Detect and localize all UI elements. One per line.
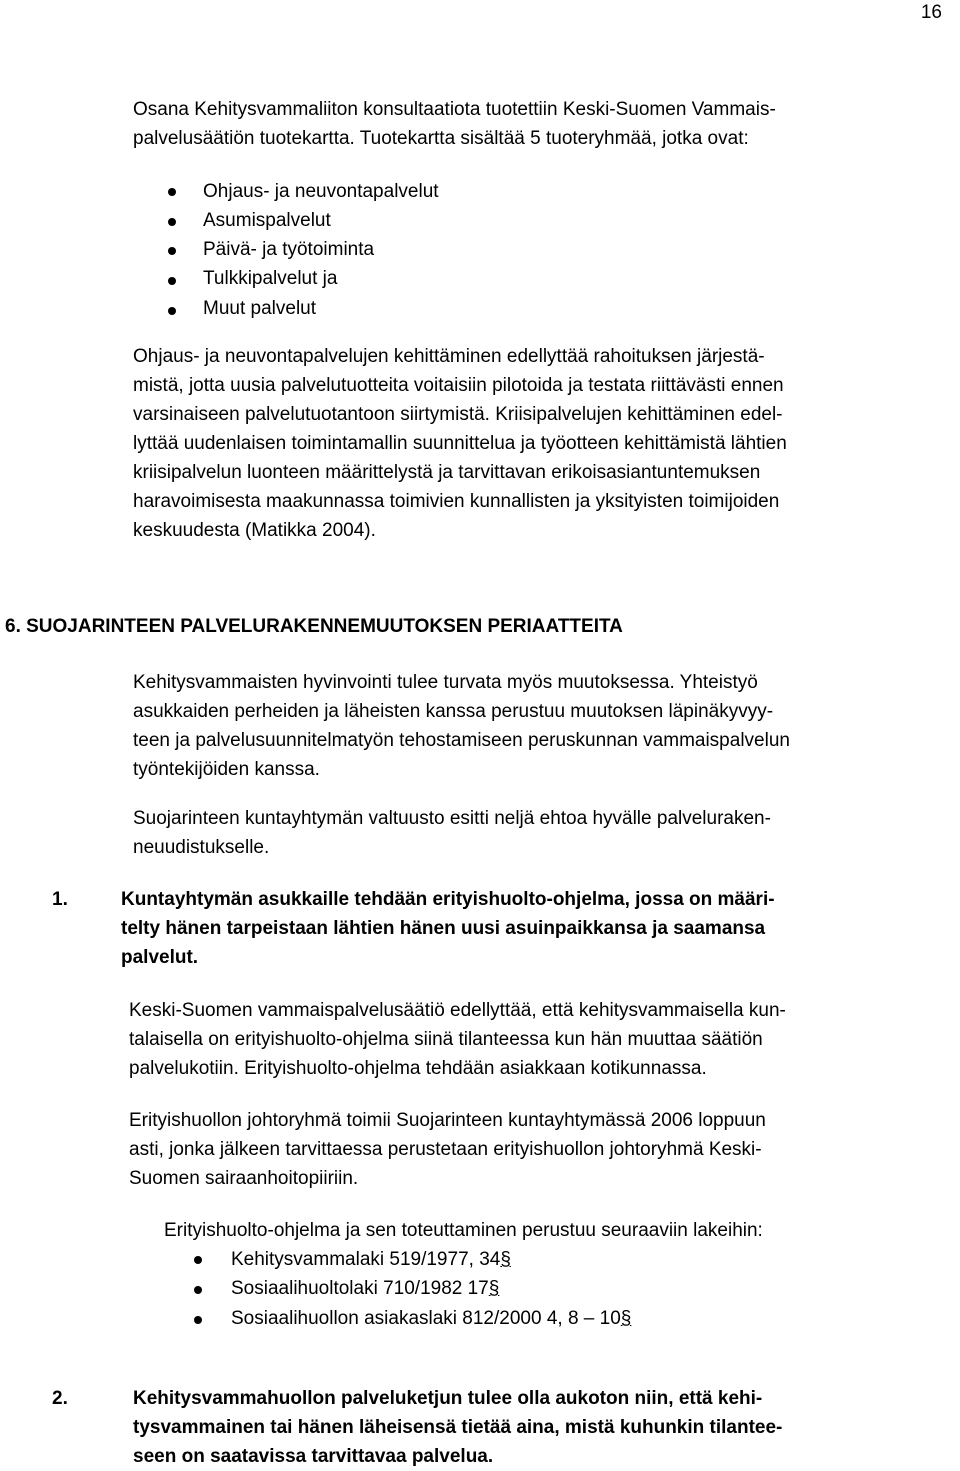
- numbered-item: [121, 885, 941, 972]
- text-line: Kehitysvammahuollon palveluketjun tulee olla aukoton niin, että kehi-: [133, 1388, 763, 1409]
- numbered-item: [133, 1384, 933, 1471]
- section-symbol: §: [488, 1278, 500, 1299]
- text-line: varsinaiseen palvelutuotantoon siirtymistä. Kriisipalvelujen kehittäminen edel-: [133, 404, 783, 425]
- list-item: [231, 1245, 511, 1274]
- body-paragraph: [133, 342, 957, 545]
- item-number: 2.: [52, 1388, 68, 1409]
- text-line: tysvammainen tai hänen läheisensä tietää aina, mistä kuhunkin tilantee-: [133, 1417, 783, 1438]
- law-text: Sosiaalihuollon asiakaslaki 812/2000 4, 8 – 10: [231, 1308, 621, 1329]
- text-line: Keski-Suomen vammaispalvelusäätiö edellyttää, että kehitysvammaisella kun-: [129, 1000, 786, 1021]
- list-item: Tulkkipalvelut ja: [203, 268, 338, 289]
- bullet-icon: [168, 218, 176, 226]
- bullet-icon: [194, 1286, 202, 1294]
- text-line: teen ja palvelusuunnitelmatyön tehostamiseen peruskunnan vammaispalvelun: [133, 730, 790, 751]
- laws-intro: Erityishuolto-ohjelma ja sen toteuttaminen perustuu seuraaviin lakeihin:: [164, 1220, 763, 1241]
- law-text: Sosiaalihuoltolaki 710/1982 17: [231, 1278, 489, 1299]
- section-symbol: §: [500, 1249, 511, 1270]
- text-line: haravoimisesta maakunnassa toimivien kunnallisten ja yksityisten toimijoiden: [133, 491, 780, 512]
- list-item: Muut palvelut: [203, 298, 317, 319]
- text-line: palvelusäätiön tuotekartta. Tuotekartta sisältää 5 tuoteryhmää, jotka ovat:: [133, 128, 749, 149]
- bullet-icon: [168, 247, 176, 255]
- text-line: asukkaiden perheiden ja läheisten kanssa perustuu muutoksen läpinäkyvyy-: [133, 701, 774, 722]
- text-line: keskuudesta (Matikka 2004).: [133, 520, 376, 541]
- body-paragraph: [133, 668, 957, 784]
- list-item: [231, 1304, 631, 1333]
- text-line: telty hänen tarpeistaan lähtien hänen uusi asuinpaikkansa ja saamansa: [121, 918, 766, 939]
- text-line: seen on saatavissa tarvittavaa palvelua.: [133, 1446, 494, 1467]
- text-line: palvelukotiin. Erityishuolto-ohjelma tehdään asiakkaan kotikunnassa.: [129, 1058, 707, 1079]
- text-line: lyttää uudenlaisen toimintamallin suunnittelua ja työotteen kehittämistä lähtien: [133, 433, 787, 454]
- bullet-icon: [194, 1316, 202, 1324]
- section-heading: 6. SUOJARINTEEN PALVELURAKENNEMUUTOKSEN PERIAATTEITA: [5, 616, 623, 637]
- body-paragraph: [129, 1106, 953, 1193]
- page-number: 16: [920, 2, 942, 23]
- text-line: työntekijöiden kanssa.: [133, 759, 320, 780]
- text-line: Erityishuollon johtoryhmä toimii Suojarinteen kuntayhtymässä 2006 loppuun: [129, 1110, 766, 1131]
- bullet-icon: [168, 307, 176, 315]
- list-item: Päivä- ja työtoiminta: [203, 239, 375, 260]
- law-text: Kehitysvammalaki 519/1977, 34: [231, 1249, 501, 1270]
- text-line: Osana Kehitysvammaliiton konsultaatiota tuotettiin Keski-Suomen Vammais-: [133, 99, 776, 120]
- body-paragraph: [129, 996, 953, 1083]
- item-number: 1.: [52, 889, 68, 910]
- text-line: talaisella on erityishuolto-ohjelma siinä tilanteessa kun hän muuttaa säätiön: [129, 1029, 763, 1050]
- text-line: palvelut.: [121, 947, 199, 968]
- text-line: Kuntayhtymän asukkaille tehdään erityishuolto-ohjelma, jossa on määri-: [121, 889, 775, 910]
- text-line: Suomen sairaanhoitopiiriin.: [129, 1168, 359, 1189]
- list-item: [231, 1274, 499, 1303]
- bullet-icon: [168, 188, 176, 196]
- text-line: asti, jonka jälkeen tarvittaessa perustetaan erityishuollon johtoryhmä Keski-: [129, 1139, 762, 1160]
- text-line: Suojarinteen kuntayhtymän valtuusto esitti neljä ehtoa hyvälle palveluraken-: [133, 808, 771, 829]
- intro-paragraph: [133, 95, 957, 153]
- body-paragraph: [133, 804, 957, 862]
- bullet-icon: [194, 1256, 202, 1264]
- text-line: Ohjaus- ja neuvontapalvelujen kehittäminen edellyttää rahoituksen järjestä-: [133, 346, 765, 367]
- text-line: Kehitysvammaisten hyvinvointi tulee turvata myös muutoksessa. Yhteistyö: [133, 672, 758, 693]
- text-line: kriisipalvelun luonteen määrittelystä ja tarvittavan erikoisasiantuntemuksen: [133, 462, 761, 483]
- section-symbol: §: [620, 1308, 632, 1329]
- list-item: Asumispalvelut: [203, 210, 331, 231]
- list-item: Ohjaus- ja neuvontapalvelut: [203, 181, 439, 202]
- text-line: neuudistukselle.: [133, 837, 270, 858]
- text-line: mistä, jotta uusia palvelutuotteita voitaisiin pilotoida ja testata riittävästi ennen: [133, 375, 784, 396]
- bullet-icon: [168, 277, 176, 285]
